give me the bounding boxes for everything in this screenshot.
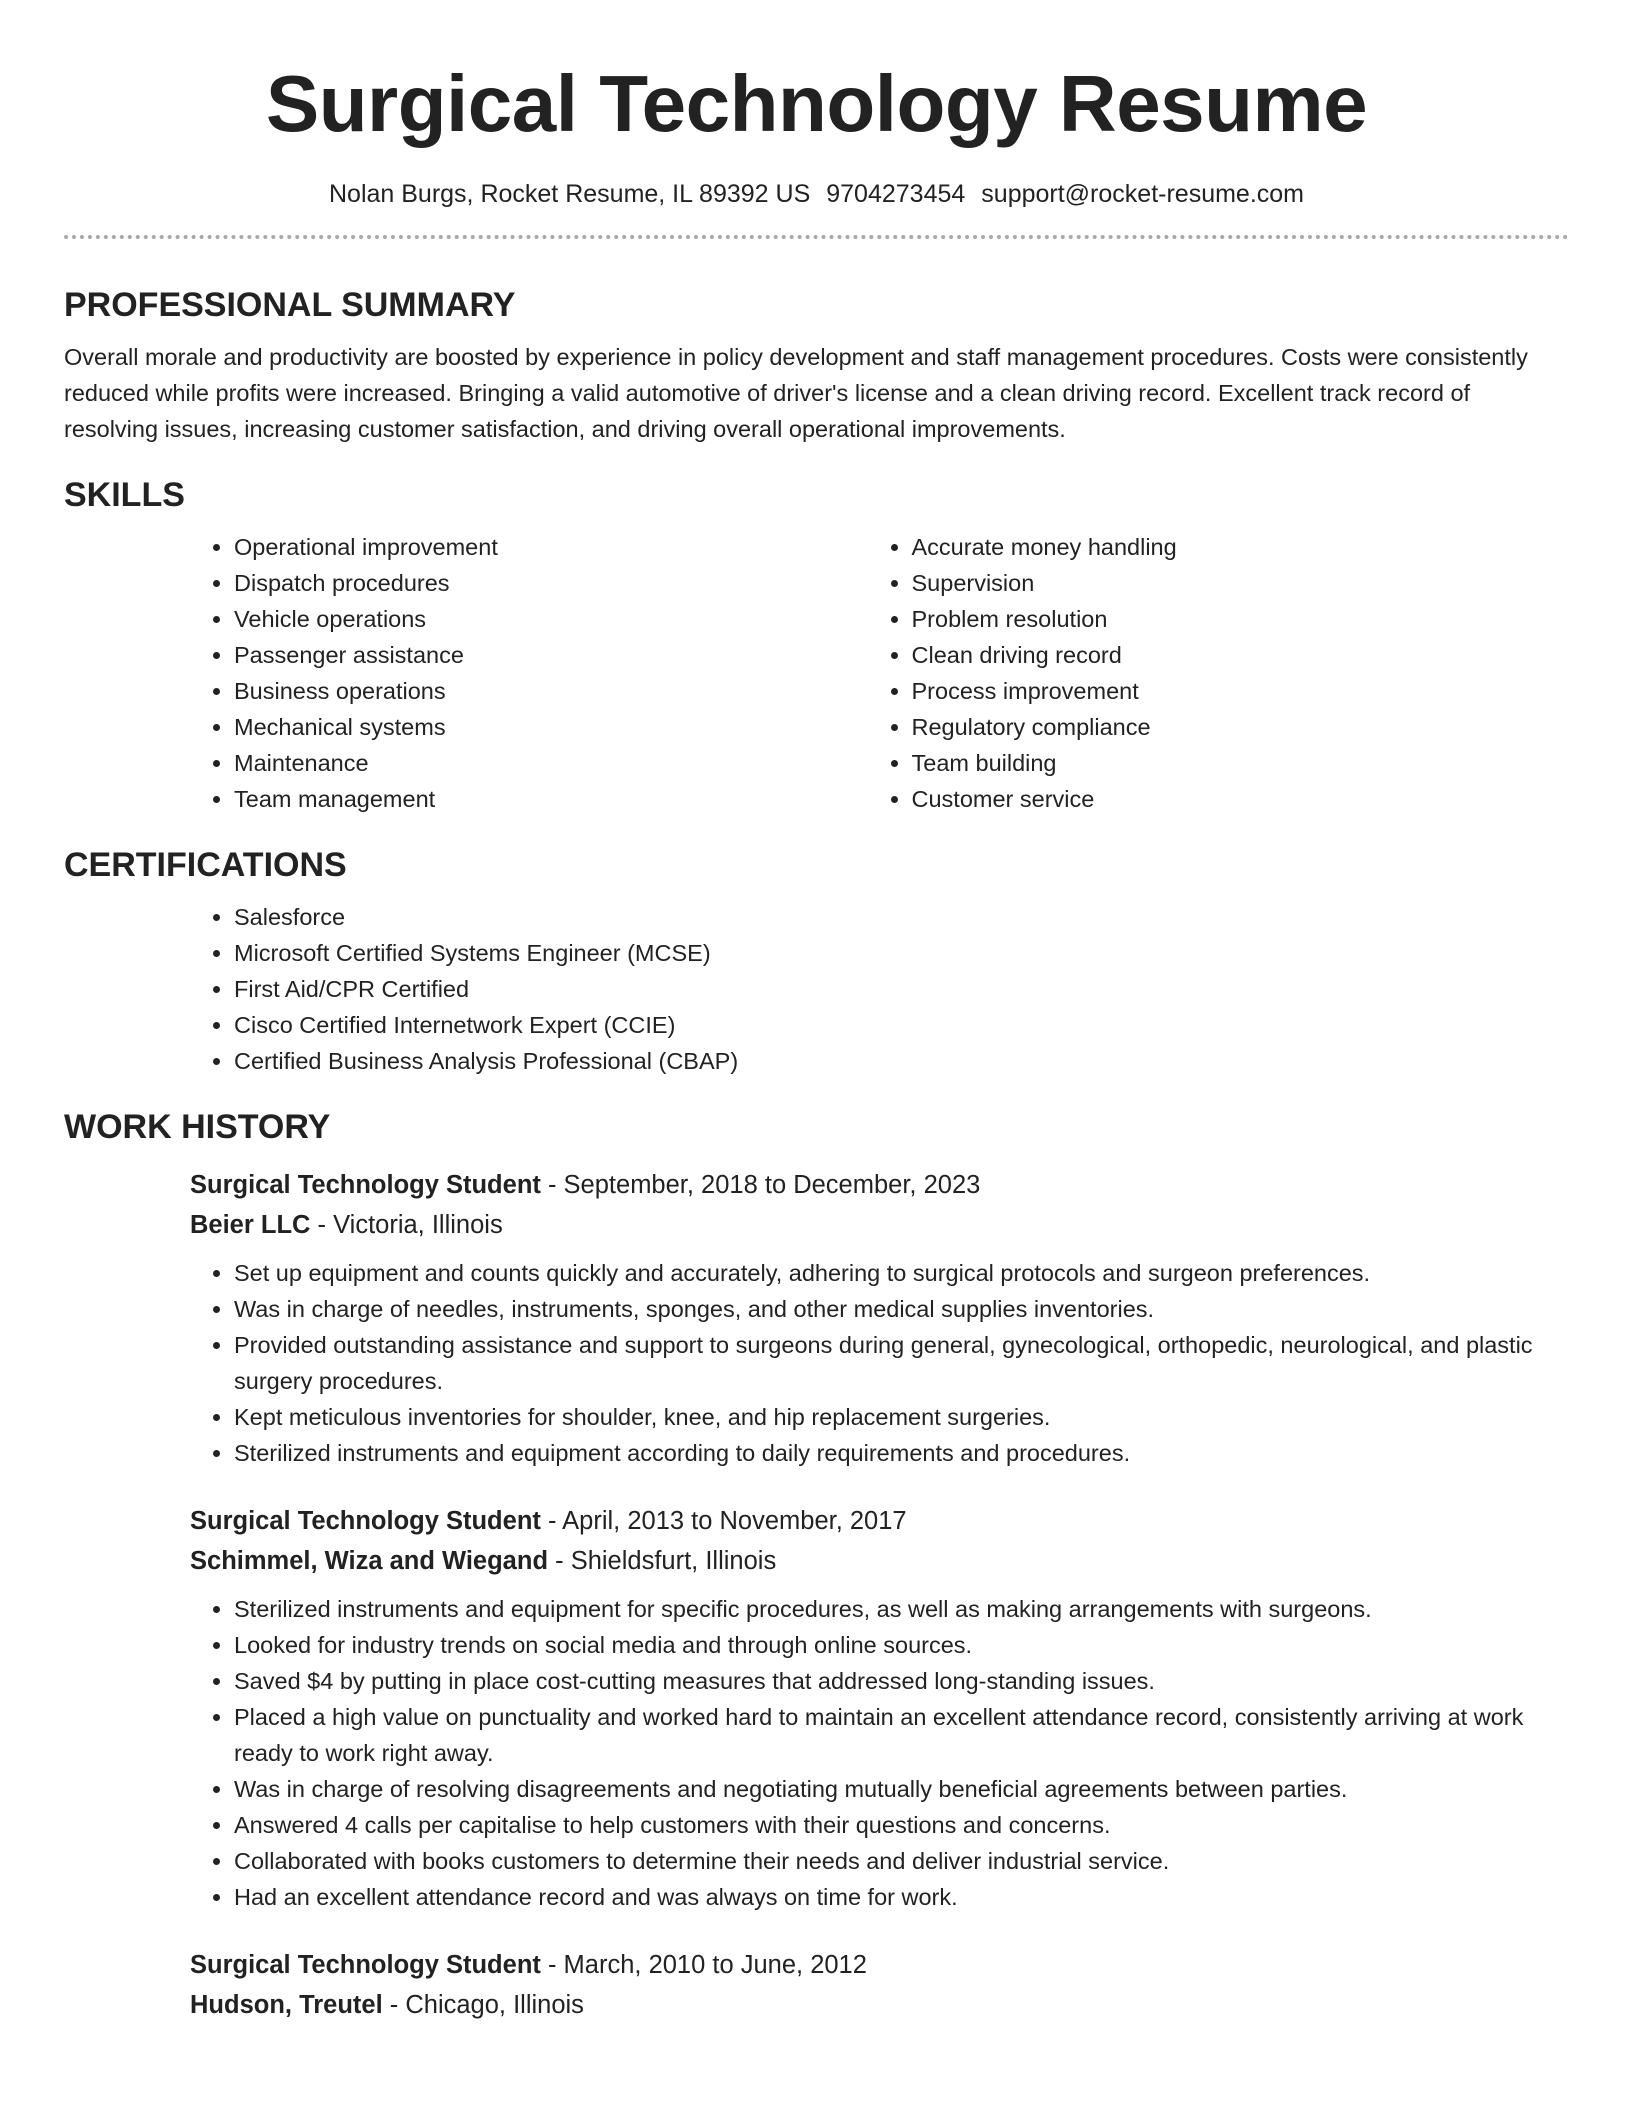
certification-item: • Certified Business Analysis Professional (CBAP) [234, 1043, 1545, 1079]
contact-address: Nolan Burgs, Rocket Resume, IL 89392 US [328, 180, 811, 208]
job-title-line [190, 1945, 1545, 1985]
contact-line [64, 178, 1569, 210]
skill-item: • Team building [912, 745, 1546, 781]
skill-item: • Dispatch procedures [234, 565, 868, 601]
job-bullet: • Sterilized instruments and equipment for specific procedures, as well as making arrangements with surgeons. [234, 1591, 1545, 1627]
job-bullet: • Provided outstanding assistance and support to surgeons during general, gynecological, orthopedic, neurological, and plastic surgery procedures. [234, 1327, 1545, 1399]
job-location: - Victoria, Illinois [310, 1211, 503, 1239]
resume-title: Surgical Technology Resume [265, 59, 1368, 148]
skills-heading: SKILLS [64, 476, 185, 514]
job-company: Hudson, Treutel [190, 1991, 383, 2019]
skill-item: • Business operations [234, 673, 868, 709]
job-company: Beier LLC [190, 1211, 311, 1239]
job-entry [190, 1945, 1545, 2025]
skill-item: • Accurate money handling [912, 529, 1546, 565]
skills-column-right [868, 529, 1546, 817]
job-bullets [190, 1255, 1545, 1471]
job-bullet: • Saved $4 by putting in place cost-cutting measures that addressed long-standing issues. [234, 1663, 1545, 1699]
contact-email: support@rocket-resume.com [981, 180, 1305, 208]
job-bullet: • Kept meticulous inventories for shoulder, knee, and hip replacement surgeries. [234, 1399, 1545, 1435]
job-bullet: • Sterilized instruments and equipment according to daily requirements and procedures. [234, 1435, 1545, 1471]
skill-item: • Operational improvement [234, 529, 868, 565]
skill-item: • Process improvement [912, 673, 1546, 709]
certification-item: • Salesforce [234, 899, 1545, 935]
job-bullet: • Answered 4 calls per capitalise to help customers with their questions and concerns. [234, 1807, 1545, 1843]
skill-item: • Passenger assistance [234, 637, 868, 673]
skill-item: • Regulatory compliance [912, 709, 1546, 745]
skill-item: • Problem resolution [912, 601, 1546, 637]
resume-page [64, 0, 1569, 2025]
skill-item: • Customer service [912, 781, 1546, 817]
job-location: - Shieldsfurt, Illinois [548, 1547, 777, 1575]
job-bullet: • Collaborated with books customers to determine their needs and deliver industrial service. [234, 1843, 1545, 1879]
skill-item: • Mechanical systems [234, 709, 868, 745]
certifications-list [190, 899, 1545, 1079]
job-dates: - March, 2010 to June, 2012 [540, 1951, 867, 1979]
job-title-line [190, 1165, 1545, 1205]
contact-phone: 9704273454 [826, 180, 966, 208]
job-dates: - September, 2018 to December, 2023 [540, 1171, 981, 1199]
job-company-line [190, 1205, 1545, 1245]
skill-item: • Clean driving record [912, 637, 1546, 673]
certification-item: • Microsoft Certified Systems Engineer (MCSE) [234, 935, 1545, 971]
job-company: Schimmel, Wiza and Wiegand [190, 1547, 549, 1575]
skills-column-left [190, 529, 868, 817]
job-role: Surgical Technology Student [190, 1951, 541, 1979]
job-company-line [190, 1985, 1545, 2025]
skill-item: • Maintenance [234, 745, 868, 781]
header-divider [64, 235, 1569, 239]
skill-item: • Team management [234, 781, 868, 817]
job-bullets [190, 1591, 1545, 1915]
job-entry [190, 1501, 1545, 1915]
skill-item: • Vehicle operations [234, 601, 868, 637]
summary-heading: PROFESSIONAL SUMMARY [64, 286, 516, 324]
skill-item: • Supervision [912, 565, 1546, 601]
job-bullet: • Placed a high value on punctuality and worked hard to maintain an excellent attendance record, consistently arriving at work ready to work right away. [234, 1699, 1545, 1771]
job-bullet: • Looked for industry trends on social media and through online sources. [234, 1627, 1545, 1663]
job-role: Surgical Technology Student [190, 1507, 541, 1535]
job-location: - Chicago, Illinois [382, 1991, 584, 2019]
certification-item: • First Aid/CPR Certified [234, 971, 1545, 1007]
job-title-line [190, 1501, 1545, 1541]
job-entry [190, 1165, 1545, 1471]
job-bullet: • Was in charge of needles, instruments, sponges, and other medical supplies inventories. [234, 1291, 1545, 1327]
job-bullet: • Was in charge of resolving disagreements and negotiating mutually beneficial agreements between parties. [234, 1771, 1545, 1807]
job-bullet: • Had an excellent attendance record and was always on time for work. [234, 1879, 1545, 1915]
job-company-line [190, 1541, 1545, 1581]
certifications-heading: CERTIFICATIONS [64, 846, 347, 884]
summary-text: Overall morale and productivity are boosted by experience in policy development and staff management procedures. Costs were consistently reduced while profits were increased. Bringing a valid automotive of driver's license and a clean driving record. Excellent track record of resolving issues, increasing customer satisfaction, and driving overall operational improvements. [64, 344, 1528, 442]
job-bullet: • Set up equipment and counts quickly and accurately, adhering to surgical protocols and surgeon preferences. [234, 1255, 1545, 1291]
job-dates: - April, 2013 to November, 2017 [540, 1507, 907, 1535]
skills-list [190, 529, 1545, 817]
certification-item: • Cisco Certified Internetwork Expert (CCIE) [234, 1007, 1545, 1043]
job-role: Surgical Technology Student [190, 1171, 541, 1199]
work-history-heading: WORK HISTORY [64, 1108, 331, 1146]
